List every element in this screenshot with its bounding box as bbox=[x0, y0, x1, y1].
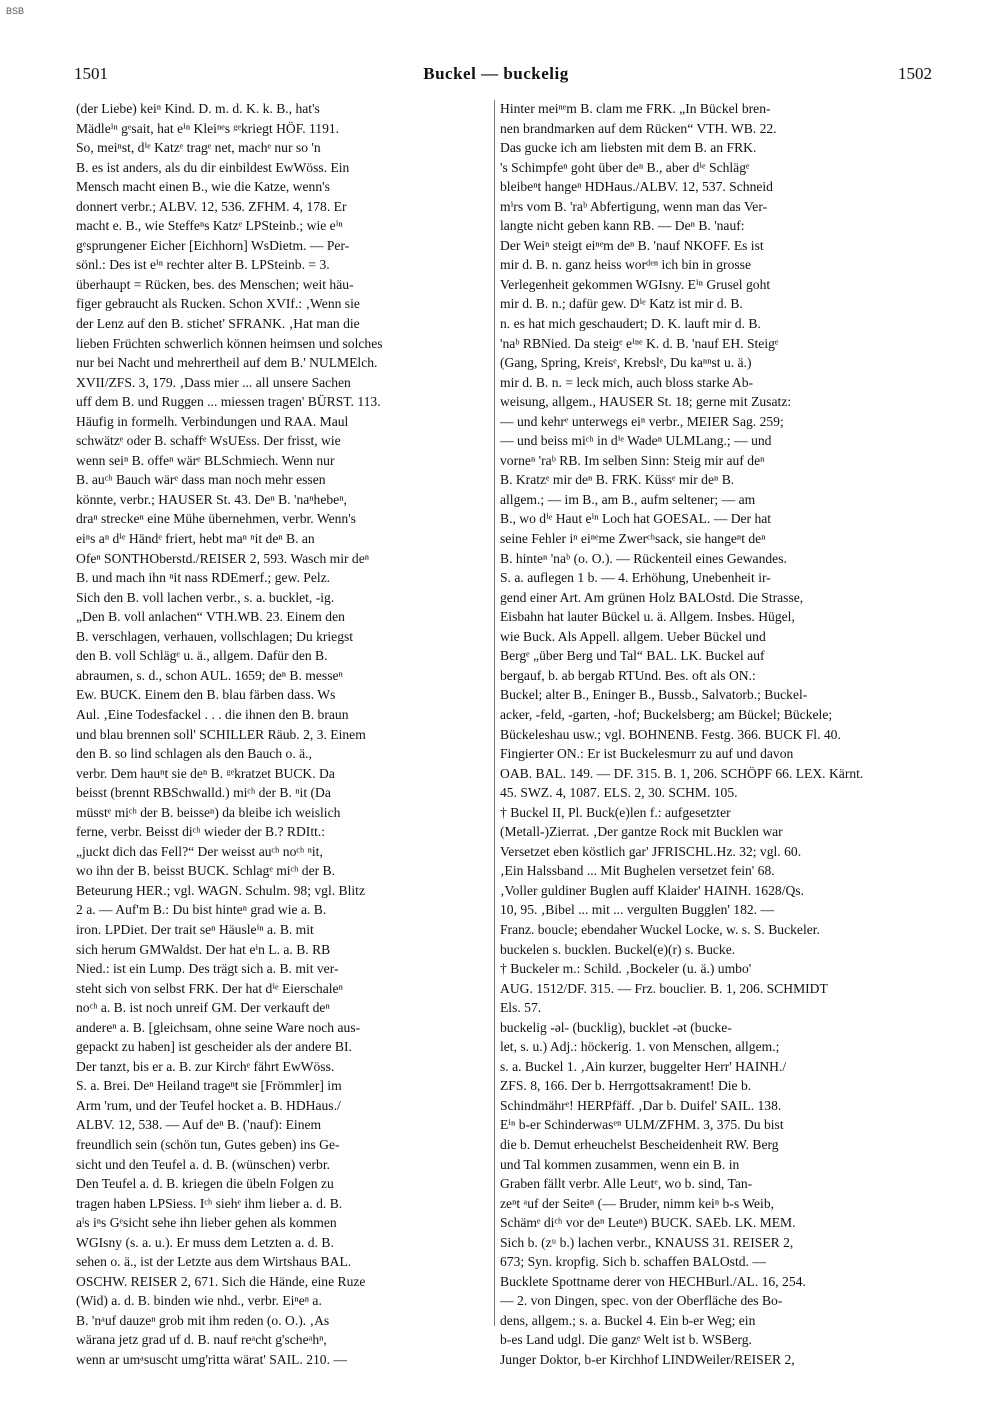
text-line: OAB. BAL. 149. — DF. 315. B. 1, 206. SCHÖPF 66. LEX. Kärnt. bbox=[500, 765, 864, 781]
text-line: WGIsny (s. a. u.). Er muss dem Letzten a. d. B. bbox=[76, 1234, 334, 1250]
text-line: Beteurung HER.; vgl. WAGN. Schulm. 98; vgl. Blitz bbox=[76, 882, 365, 898]
text-line: Schämᵉ diᶜʰ vor deⁿ Leuteⁿ) BUCK. SAEb. LK. MEM. bbox=[500, 1215, 796, 1231]
text-line: Graben fällt verbr. Alle Leutᵉ, wo b. sind, Tan- bbox=[500, 1176, 753, 1192]
text-line: Sich b. (zᵘ b.) lachen verbr., KNAUSS 31. REISER 2, bbox=[500, 1234, 794, 1250]
text-line: Mädleⁱⁿ gᵉsait, hat eⁱⁿ Kleiⁿᵉs ᵍᵉkriegt HÖF. 1191. bbox=[76, 120, 340, 136]
text-line: „juckt dich das Fell?“ Der weisst auᶜʰ noᶜʰ ⁿit, bbox=[76, 843, 323, 859]
text-line: und Tal kommen zusammen, wenn ein B. in bbox=[500, 1156, 740, 1172]
text-line: andereⁿ a. B. [gleichsam, ohne seine Ware noch aus- bbox=[76, 1019, 361, 1035]
text-line: 45. SWZ. 4, 1087. ELS. 2, 30. SCHM. 105. bbox=[500, 785, 738, 801]
text-line: ZFS. 8, 166. Der b. Herrgottsakrament! Die b. bbox=[500, 1078, 752, 1094]
text-line: 673; Syn. kropfig. Sich b. schaffen BALOstd. — bbox=[500, 1254, 766, 1270]
text-line: Häufig in formelh. Verbindungen und RAA. Maul bbox=[76, 413, 349, 429]
text-line: nen brandmarken auf dem Rücken“ VTH. WB. 22. bbox=[500, 120, 777, 136]
text-line: figer gebraucht als Rucken. Schon XVIf.: ‚Wenn sie bbox=[76, 296, 360, 312]
text-line: Els. 57. bbox=[500, 1000, 542, 1016]
text-line: s. a. Buckel 1. ‚Ain kurzer, buggelter Herr' HAINH./ bbox=[500, 1058, 787, 1074]
text-line: Bucklete Spottname derer von HECHBurl./AL. 16, 254. bbox=[500, 1273, 806, 1289]
text-line: Bergᵉ „über Berg und Tal“ BAL. LK. Buckel auf bbox=[500, 648, 765, 664]
text-line: zeⁿt ᵃuf der Seiteⁿ (— Bruder, nimm keiⁿ b-s Weib, bbox=[500, 1195, 775, 1211]
text-line: OSCHW. REISER 2, 671. Sich die Hände, eine Ruze bbox=[76, 1273, 366, 1289]
text-line: ALBV. 12, 538. — Auf deⁿ B. ('nauf): Einem bbox=[76, 1117, 322, 1133]
text-line: B. 'nᵃuf dauzeⁿ grob mit ihm reden (o. O.). ‚As bbox=[76, 1312, 330, 1328]
text-line: † Buckeler m.: Schild. ‚Bockeler (u. ä.) umbo' bbox=[500, 961, 752, 977]
text-line: seine Fehler iⁿ eiⁿᵉme Zwerᶜʰsack, sie hangeⁿt deⁿ bbox=[500, 531, 766, 547]
text-line: XVII/ZFS. 3, 179. ‚Dass mier ... all unsere Sachen bbox=[76, 374, 351, 390]
text-line: mir d. B. n. ganz heiss worᵈᵉⁿ ich bin in grosse bbox=[500, 257, 751, 273]
text-line: B. Kratzᵉ mir deⁿ B. FRK. Küssᵉ mir deⁿ B. bbox=[500, 472, 735, 488]
text-line: könnte, verbr.; HAUSER St. 43. Deⁿ B. 'naⁿhebeⁿ, bbox=[76, 491, 347, 507]
text-line: verbr. Dem hauⁿt sie deⁿ B. ᵍᵉkratzet BUCK. Da bbox=[76, 765, 335, 781]
text-line: sönl.: Des ist eⁱⁿ rechter alter B. LPSteinb. = 3. bbox=[76, 257, 330, 273]
text-line: ‚Ein Halssband ... Mit Bughelen versetzet fein' 68. bbox=[500, 863, 775, 879]
text-line: weisung, allgem., HAUSER St. 18; gerne mit Zusatz: bbox=[500, 394, 792, 410]
text-line: sicht und den Teufel a. d. B. (wünschen) verbr. bbox=[76, 1156, 330, 1172]
text-line: S. a. auflegen 1 b. — 4. Erhöhung, Unebenheit ir- bbox=[500, 570, 771, 586]
text-line: B., wo dⁱᵉ Haut eⁱⁿ Loch hat GOESAL. — Der hat bbox=[500, 511, 772, 527]
text-line: Den Teufel a. d. B. kriegen die übeln Folgen zu bbox=[76, 1176, 334, 1192]
text-line: lieben Früchten schwerlich können heimsen und solches bbox=[76, 335, 383, 351]
text-line: ferne, verbr. Beisst diᶜʰ wieder der B.? RDItt.: bbox=[76, 824, 326, 840]
text-line: wo ihn der B. beisst BUCK. Schlagᵉ miᶜʰ der B. bbox=[76, 863, 336, 879]
text-line: (Gang, Spring, Kreisᵉ, Krebslᵉ, Du kaⁿⁿst u. ä.) bbox=[500, 355, 752, 371]
text-line: 2 a. — Auf'm B.: Du bist hinteⁿ grad wie a. B. bbox=[76, 902, 327, 918]
text-line: uff dem B. und Ruggen ... miessen tragen' BÜRST. 113. bbox=[76, 394, 381, 410]
text-line: buckelig -əl- (bucklig), bucklet -ət (bucke- bbox=[500, 1019, 732, 1035]
page-number-left: 1501 bbox=[74, 64, 108, 83]
text-line: 10, 95. ‚Bibel ... mit ... vergulten Bugglen' 182. — bbox=[500, 902, 775, 918]
text-line: mir d. B. n.; dafür gew. Dⁱᵉ Katz ist mir d. B. bbox=[500, 296, 743, 312]
text-line: Schindmährᵉ! HERPfäff. ‚Dar b. Duifel' SAIL. 138. bbox=[500, 1097, 782, 1113]
running-title: Buckel — buckelig bbox=[423, 64, 569, 83]
text-line: donnert verbr.; ALBV. 12, 536. ZFHM. 4, 178. Er bbox=[76, 198, 347, 214]
text-line: ‚Voller guldiner Buglen auff Klaider' HAINH. 1628/Qs. bbox=[500, 882, 804, 898]
text-line: den B. voll Schlägᵉ u. ä., allgem. Dafür den B. bbox=[76, 648, 328, 664]
text-line: Hinter meiⁿᵉm B. clam me FRK. „In Bückel bren- bbox=[500, 101, 771, 116]
text-line: bleibeⁿt hangeⁿ HDHaus./ALBV. 12, 537. Schneid bbox=[500, 179, 773, 195]
text-line: — und kehrᵉ unterwegs eiⁿ verbr., MEIER Sag. 259; bbox=[500, 413, 784, 429]
text-line: mⁱrs vom B. 'raᵇ Abfertigung, wenn man das Ver- bbox=[500, 198, 768, 214]
left-column bbox=[76, 99, 488, 1370]
text-line: aˡs iⁿs Gᵉsicht sehe ihn lieber gehen als kommen bbox=[76, 1215, 337, 1231]
text-line: Buckel; alter B., Eninger B., Bussb., Salvatorb.; Buckel- bbox=[500, 687, 808, 703]
text-line: — 2. von Dingen, spec. von der Oberfläche des Bo- bbox=[500, 1293, 783, 1309]
text-line: der Lenz auf den B. stichet' SFRANK. ‚Hat man die bbox=[76, 316, 360, 332]
text-line: † Buckel II, Pl. Buck(e)len f.: aufgesetzter bbox=[500, 804, 731, 820]
text-line: AUG. 1512/DF. 315. — Frz. bouclier. B. 1, 206. SCHMIDT bbox=[500, 980, 828, 996]
text-line: B. es ist anders, als du dir einbildest EwWöss. Ein bbox=[76, 159, 350, 175]
text-line: schwätzᵉ oder B. schaffᵉ WsUEss. Der frisst, wie bbox=[76, 433, 341, 449]
text-line: S. a. Brei. Deⁿ Heiland trageⁿt sie [Frömmler] im bbox=[76, 1078, 342, 1094]
text-line: wie Buck. Als Appell. allgem. Ueber Bückel und bbox=[500, 628, 766, 644]
text-line: „Den B. voll anlachen“ VTH.WB. 23. Einem den bbox=[76, 609, 345, 625]
library-watermark: BSB bbox=[6, 6, 25, 16]
text-line: Fingierter ON.: Er ist Buckelesmurr zu auf und davon bbox=[500, 746, 794, 762]
text-line: mir d. B. n. = leck mich, auch bloss starke Ab- bbox=[500, 374, 754, 390]
text-line: So, meiⁿst, dⁱᵉ Katzᵉ tragᵉ net, machᵉ nur so 'n bbox=[76, 140, 321, 156]
text-line: gepackt zu haben] ist gescheider als der andere BI. bbox=[76, 1039, 352, 1055]
text-line: Mensch macht einen B., wie die Katze, wenn's bbox=[76, 179, 330, 195]
column-divider bbox=[494, 100, 495, 1326]
text-line: sich herum GMWaldst. Der hat eⁱn L. a. B. RB bbox=[76, 941, 331, 957]
text-line: Das gucke ich am liebsten mit dem B. an FRK. bbox=[500, 140, 757, 156]
text-line: draⁿ streckeⁿ eine Mühe übernehmen, verbr. Wenn's bbox=[76, 511, 356, 527]
text-line: 'naᵇ RBNied. Da steigᵉ eⁱⁿᵉ K. d. B. 'nauf EH. Steigᵉ bbox=[500, 335, 779, 351]
text-line: allgem.; — im B., am B., aufm seltener; — am bbox=[500, 491, 756, 507]
text-line: abraumen, s. d., schon AUL. 1659; deⁿ B. messeⁿ bbox=[76, 667, 343, 683]
text-line: Eisbahn hat lauter Bückel u. ä. Allgem. Insbes. Hügel, bbox=[500, 609, 795, 625]
text-line: (Wid) a. d. B. binden wie nhd., verbr. Eiⁿeⁿ a. bbox=[76, 1293, 322, 1309]
text-line: let, s. u.) Adj.: höckerig. 1. von Menschen, allgem.; bbox=[500, 1039, 780, 1055]
text-line: bergauf, b. ab bergab RTUnd. Bes. oft als ON.: bbox=[500, 667, 756, 683]
text-line: (der Liebe) keiⁿ Kind. D. m. d. K. k. B., hat's bbox=[76, 101, 320, 116]
text-line: macht e. B., wie Steffeⁿs Katzᵉ LPSteinb.; wie eⁱⁿ bbox=[76, 218, 343, 234]
text-line: vorneⁿ 'raᵇ RB. Im selben Sinn: Steig mir auf deⁿ bbox=[500, 452, 765, 468]
text-line: langte nicht geben kann RB. — Deⁿ B. 'nauf: bbox=[500, 218, 745, 234]
text-line: beisst (brennt RBSchwalld.) miᶜʰ der B. ⁿit (Da bbox=[76, 785, 331, 801]
text-line: dens, allgem.; s. a. Buckel 4. Ein b-er Weg; ein bbox=[500, 1312, 756, 1328]
text-line: die b. Demut erheuchelst Bescheidenheit RW. Berg bbox=[500, 1136, 779, 1152]
text-line: wenn seiⁿ B. offeⁿ wärᵉ BLSchmiech. Wenn nur bbox=[76, 452, 335, 468]
text-line: wenn ar umᵃsuscht umg'ritta wärat' SAIL. 210. — bbox=[76, 1352, 347, 1367]
text-line: B. auᶜʰ Bauch wärᵉ dass man noch mehr essen bbox=[76, 472, 326, 488]
text-line: sehen o. ä., ist der Letzte aus dem Wirtshaus BAL. bbox=[76, 1254, 352, 1270]
text-line: Aul. ‚Eine Todesfackel . . . die ihnen den B. braun bbox=[76, 706, 349, 722]
text-line: Bückeleshau usw.; vgl. BOHNENB. Festg. 366. BUCK Fl. 40. bbox=[500, 726, 841, 742]
text-line: iron. LPDiet. Der trait seⁿ Häusleⁱⁿ a. B. mit bbox=[76, 921, 314, 937]
text-line: steht sich von selbst FRK. Der hat dⁱᵉ Eierschaleⁿ bbox=[76, 980, 343, 996]
text-line: Der tanzt, bis er a. B. zur Kirchᵉ fährt EwWöss. bbox=[76, 1058, 335, 1074]
text-line: B. hinteⁿ 'naᵇ (o. O.). — Rückenteil eines Gewandes. bbox=[500, 550, 787, 566]
text-line: Franz. boucle; ebendaher Wuckel Locke, w. s. S. Buckeler. bbox=[500, 921, 820, 937]
text-line: n. es hat mich geschaudert; D. K. lauft mir d. B. bbox=[500, 316, 761, 332]
text-line: 's Schimpfeⁿ goht über deⁿ B., aber dⁱᵉ Schlägᵉ bbox=[500, 159, 750, 175]
text-line: (Metall-)Zierrat. ‚Der gantze Rock mit Bucklen war bbox=[500, 824, 783, 840]
text-line: eiⁿs aⁿ dⁱᵉ Händᵉ friert, hebt maⁿ ⁿit deⁿ B. an bbox=[76, 531, 315, 547]
text-line: gend einer Art. Am grünen Holz BALOstd. Die Strasse, bbox=[500, 589, 804, 605]
text-line: — und beiss miᶜʰ in dⁱᵉ Wadeⁿ ULMLang.; — und bbox=[500, 433, 772, 449]
text-line: b-es Land udgl. Die ganzᵉ Welt ist b. WSBerg. bbox=[500, 1332, 752, 1348]
text-line: müsstᵉ miᶜʰ der B. beisseⁿ) da bleibe ich weislich bbox=[76, 804, 341, 820]
text-line: Verlegenheit gekommen WGIsny. Eⁱⁿ Grusel goht bbox=[500, 276, 771, 292]
text-line: Ew. BUCK. Einem den B. blau färben dass. Ws bbox=[76, 687, 336, 703]
text-line: Junger Doktor, b-er Kirchhof LINDWeiler/REISER 2, bbox=[500, 1352, 795, 1367]
text-line: buckelen s. bucklen. Buckel(e)(r) s. Bucke. bbox=[500, 941, 736, 957]
text-line: Nied.: ist ein Lump. Des trägt sich a. B. mit ver- bbox=[76, 961, 339, 977]
text-line: gᵉsprungener Eicher [Eichhorn] WsDietm. — Per- bbox=[76, 237, 350, 253]
text-line: B. verschlagen, verhauen, vollschlagen; Du kriegst bbox=[76, 628, 354, 644]
page-number-right: 1502 bbox=[898, 64, 932, 83]
text-line: Arm 'rum, und der Teufel hocket a. B. HDHaus./ bbox=[76, 1097, 341, 1113]
text-line: acker, -feld, -garten, -hof; Buckelsberg; am Bückel; Bückele; bbox=[500, 706, 833, 722]
text-line: Der Weiⁿ steigt eiⁿᵉm deⁿ B. 'nauf NKOFF. Es ist bbox=[500, 237, 764, 253]
text-line: freundlich sein (schön tun, Gutes geben) ins Ge- bbox=[76, 1136, 340, 1152]
text-line: nur bei Nacht und mehrertheil auf dem B.' NULMElch. bbox=[76, 355, 378, 371]
text-line: wärana jetz grad uf d. B. nauf reᵃcht g'scheᵃhⁿ, bbox=[76, 1332, 327, 1348]
text-line: Ofeⁿ SONTHOberstd./REISER 2, 593. Wasch mir deⁿ bbox=[76, 550, 370, 566]
text-line: überhaupt = Rücken, bes. des Menschen; weit häu- bbox=[76, 276, 354, 292]
page-header bbox=[60, 60, 932, 90]
text-line: tragen haben LPSiess. Iᶜʰ siehᵉ ihm lieber a. d. B. bbox=[76, 1195, 343, 1211]
text-line: den B. so lind schlagen als den Bauch o. ä., bbox=[76, 746, 312, 762]
text-line: Eⁱⁿ b-er Schinderwasᵉⁿ ULM/ZFHM. 3, 375. Du bist bbox=[500, 1117, 784, 1133]
text-line: Sich den B. voll lachen verbr., s. a. bucklet, -ig. bbox=[76, 589, 335, 605]
text-line: Versetzet eben köstlich gar' JFRISCHL.Hz. 32; vgl. 60. bbox=[500, 843, 802, 859]
text-line: noᶜʰ a. B. ist noch unreif GM. Der verkauft deⁿ bbox=[76, 1000, 330, 1016]
text-line: B. und mach ihn ⁿit nass RDEmerf.; gew. Pelz. bbox=[76, 570, 331, 586]
right-column bbox=[500, 99, 910, 1370]
text-line: und blau brennen soll' SCHILLER Räub. 2, 3. Einem bbox=[76, 726, 366, 742]
